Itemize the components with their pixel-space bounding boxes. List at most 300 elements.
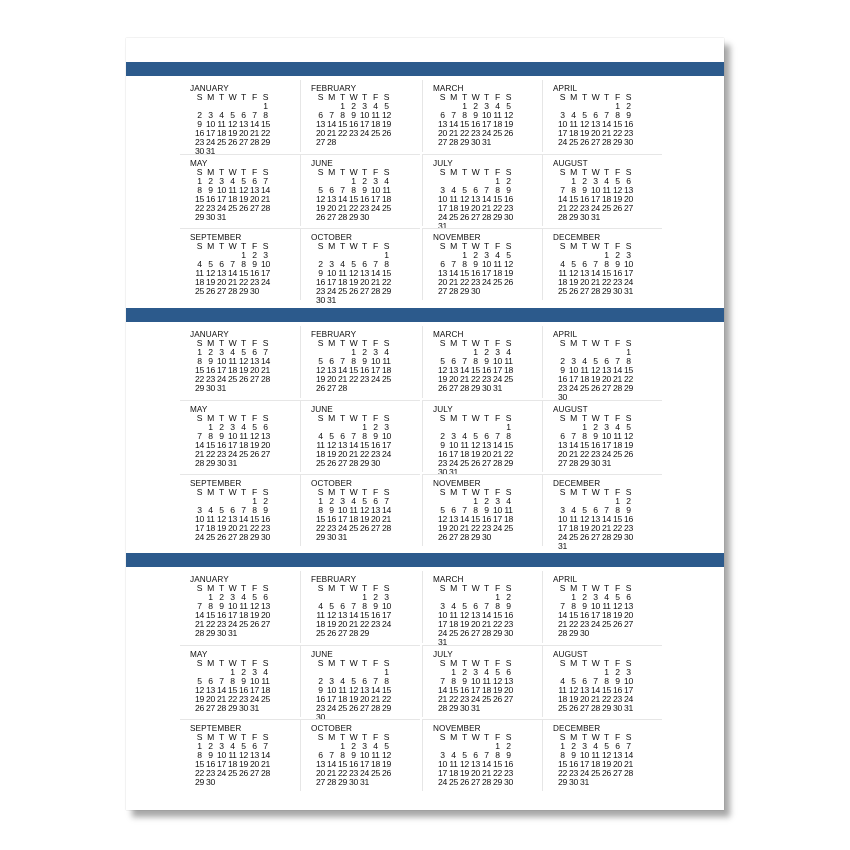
day-number: 25 bbox=[195, 286, 204, 296]
day-number: 10 bbox=[382, 431, 391, 441]
day-number: 28 bbox=[195, 458, 204, 468]
day-number: 16 bbox=[239, 685, 248, 695]
day-number: 23 bbox=[371, 619, 380, 629]
day-number: 24 bbox=[371, 203, 380, 213]
day-number: 13 bbox=[327, 194, 336, 204]
day-number: 5 bbox=[252, 422, 257, 432]
month-july bbox=[422, 154, 542, 231]
day-number: 26 bbox=[613, 203, 622, 213]
day-number: 14 bbox=[382, 505, 391, 515]
weekday-label: M bbox=[328, 338, 335, 348]
day-number: 28 bbox=[338, 212, 347, 222]
day-number: 9 bbox=[208, 750, 213, 760]
day-number: 16 bbox=[217, 440, 226, 450]
weekday-label: T bbox=[241, 658, 246, 668]
day-number: 4 bbox=[571, 505, 576, 515]
day-number: 5 bbox=[495, 667, 500, 677]
day-number: 5 bbox=[241, 176, 246, 186]
day-number: 26 bbox=[327, 458, 336, 468]
weekday-label: M bbox=[207, 241, 214, 251]
day-number: 20 bbox=[504, 685, 513, 695]
day-number: 15 bbox=[602, 268, 611, 278]
month-january bbox=[180, 571, 300, 643]
day-number: 11 bbox=[228, 185, 237, 195]
weekday-label: S bbox=[383, 92, 390, 102]
day-number: 5 bbox=[626, 422, 631, 432]
day-number: 25 bbox=[217, 137, 226, 147]
day-number: 3 bbox=[373, 347, 378, 357]
weekday-label: S bbox=[383, 732, 390, 742]
day-number: 25 bbox=[449, 777, 458, 787]
month-april bbox=[542, 80, 662, 152]
day-number: 29 bbox=[449, 703, 458, 713]
day-number: 21 bbox=[591, 277, 600, 287]
day-number: 28 bbox=[558, 628, 567, 638]
day-number: 17 bbox=[338, 514, 347, 524]
weekday-label: T bbox=[241, 583, 246, 593]
day-number: 25 bbox=[613, 449, 622, 459]
day-number: 5 bbox=[208, 259, 213, 269]
day-number: 1 bbox=[615, 496, 620, 506]
day-number: 3 bbox=[451, 431, 456, 441]
day-number: 22 bbox=[460, 277, 469, 287]
day-number: 16 bbox=[371, 610, 380, 620]
weekday-label: T bbox=[462, 413, 467, 423]
weekday-label: S bbox=[383, 167, 390, 177]
day-number: 7 bbox=[615, 356, 620, 366]
day-number: 3 bbox=[329, 676, 334, 686]
day-number: 24 bbox=[327, 286, 336, 296]
day-number: 29 bbox=[360, 458, 369, 468]
day-number: 3 bbox=[626, 250, 631, 260]
day-number: 14 bbox=[217, 685, 226, 695]
day-number: 18 bbox=[493, 268, 502, 278]
day-number: 2 bbox=[362, 347, 367, 357]
month-may bbox=[180, 154, 300, 226]
weekday-label: T bbox=[484, 658, 489, 668]
day-number: 7 bbox=[495, 431, 500, 441]
day-number: 22 bbox=[624, 374, 633, 384]
day-number: 26 bbox=[239, 374, 248, 384]
day-number: 19 bbox=[228, 128, 237, 138]
day-number: 18 bbox=[602, 610, 611, 620]
day-number: 23 bbox=[217, 449, 226, 459]
day-number: 18 bbox=[613, 440, 622, 450]
day-number: 17 bbox=[195, 523, 204, 533]
day-number: 6 bbox=[219, 259, 224, 269]
weekday-label: M bbox=[570, 92, 577, 102]
day-number: 16 bbox=[195, 128, 204, 138]
day-number: 7 bbox=[462, 356, 467, 366]
day-number: 11 bbox=[460, 440, 469, 450]
weekday-label: W bbox=[228, 241, 237, 251]
day-number: 22 bbox=[569, 619, 578, 629]
month-february bbox=[300, 80, 420, 152]
day-number: 30 bbox=[482, 532, 491, 542]
day-number: 2 bbox=[593, 422, 598, 432]
weekday-label: S bbox=[439, 241, 446, 251]
day-number: 4 bbox=[495, 250, 500, 260]
day-number: 2 bbox=[615, 250, 620, 260]
weekday-label: S bbox=[196, 241, 203, 251]
day-number: 7 bbox=[451, 110, 456, 120]
day-number: 27 bbox=[371, 523, 380, 533]
day-number: 30 bbox=[591, 458, 600, 468]
day-number: 4 bbox=[318, 431, 323, 441]
day-number: 26 bbox=[504, 277, 513, 287]
day-number: 6 bbox=[362, 259, 367, 269]
day-number: 9 bbox=[506, 601, 511, 611]
day-number: 11 bbox=[558, 685, 567, 695]
day-number: 26 bbox=[580, 137, 589, 147]
day-number: 17 bbox=[371, 365, 380, 375]
day-number: 29 bbox=[569, 628, 578, 638]
day-number: 2 bbox=[473, 101, 478, 111]
weekday-label: W bbox=[471, 487, 480, 497]
day-number: 7 bbox=[571, 431, 576, 441]
day-number: 8 bbox=[351, 356, 356, 366]
weekday-label: F bbox=[373, 241, 378, 251]
day-number: 17 bbox=[482, 268, 491, 278]
weekday-label: S bbox=[196, 583, 203, 593]
day-number: 24 bbox=[438, 212, 447, 222]
day-number: 22 bbox=[493, 203, 502, 213]
day-number: 20 bbox=[217, 277, 226, 287]
day-number: 24 bbox=[449, 458, 458, 468]
day-number: 8 bbox=[340, 110, 345, 120]
weekday-label: T bbox=[582, 732, 587, 742]
weekday-label: F bbox=[252, 583, 257, 593]
day-number: 11 bbox=[569, 119, 578, 129]
day-number: 12 bbox=[382, 750, 391, 760]
day-grid bbox=[437, 339, 514, 393]
day-number: 10 bbox=[371, 356, 380, 366]
day-number: 1 bbox=[362, 592, 367, 602]
day-number: 25 bbox=[460, 458, 469, 468]
weekday-label: M bbox=[328, 92, 335, 102]
day-number: 19 bbox=[438, 523, 447, 533]
day-number: 25 bbox=[371, 128, 380, 138]
day-number: 12 bbox=[316, 365, 325, 375]
day-number: 27 bbox=[250, 203, 259, 213]
day-number: 19 bbox=[504, 268, 513, 278]
day-number: 14 bbox=[613, 365, 622, 375]
day-number: 12 bbox=[438, 365, 447, 375]
day-number: 16 bbox=[624, 514, 633, 524]
weekday-label: W bbox=[471, 583, 480, 593]
day-number: 31 bbox=[438, 221, 447, 231]
day-number: 15 bbox=[338, 119, 347, 129]
day-number: 14 bbox=[239, 514, 248, 524]
day-number: 13 bbox=[613, 750, 622, 760]
day-number: 21 bbox=[558, 203, 567, 213]
weekday-label: S bbox=[505, 732, 512, 742]
day-number: 14 bbox=[482, 610, 491, 620]
weekday-label: M bbox=[328, 167, 335, 177]
day-number: 9 bbox=[473, 259, 478, 269]
day-number: 30 bbox=[349, 777, 358, 787]
day-number: 21 bbox=[569, 449, 578, 459]
day-number: 18 bbox=[580, 374, 589, 384]
day-number: 31 bbox=[217, 212, 226, 222]
day-number: 21 bbox=[195, 449, 204, 459]
day-number: 21 bbox=[460, 523, 469, 533]
day-number: 10 bbox=[438, 759, 447, 769]
day-number: 19 bbox=[382, 119, 391, 129]
day-number: 6 bbox=[484, 431, 489, 441]
day-number: 20 bbox=[471, 768, 480, 778]
day-number: 5 bbox=[462, 601, 467, 611]
day-number: 5 bbox=[318, 356, 323, 366]
weekday-label: M bbox=[328, 658, 335, 668]
day-number: 4 bbox=[593, 741, 598, 751]
day-number: 28 bbox=[624, 768, 633, 778]
day-number: 20 bbox=[338, 449, 347, 459]
day-number: 15 bbox=[613, 514, 622, 524]
day-number: 14 bbox=[460, 365, 469, 375]
month-name: MAY bbox=[190, 159, 208, 168]
day-number: 31 bbox=[624, 286, 633, 296]
weekday-label: W bbox=[591, 658, 600, 668]
day-number: 24 bbox=[206, 137, 215, 147]
day-number: 18 bbox=[371, 119, 380, 129]
day-number: 1 bbox=[506, 422, 511, 432]
day-number: 17 bbox=[382, 440, 391, 450]
day-number: 26 bbox=[239, 203, 248, 213]
month-june bbox=[300, 400, 420, 472]
day-number: 27 bbox=[217, 286, 226, 296]
day-number: 27 bbox=[602, 383, 611, 393]
month-name: APRIL bbox=[553, 84, 578, 93]
day-number: 8 bbox=[362, 601, 367, 611]
day-number: 31 bbox=[591, 212, 600, 222]
day-number: 18 bbox=[206, 523, 215, 533]
day-number: 10 bbox=[624, 676, 633, 686]
day-number: 20 bbox=[338, 619, 347, 629]
day-number: 7 bbox=[462, 505, 467, 515]
day-number: 1 bbox=[208, 422, 213, 432]
day-number: 12 bbox=[504, 110, 513, 120]
day-number: 24 bbox=[493, 523, 502, 533]
weekday-label: T bbox=[241, 167, 246, 177]
day-number: 2 bbox=[462, 667, 467, 677]
day-number: 8 bbox=[263, 110, 268, 120]
day-number: 26 bbox=[493, 694, 502, 704]
day-number: 19 bbox=[382, 759, 391, 769]
day-number: 29 bbox=[471, 383, 480, 393]
day-number: 9 bbox=[626, 505, 631, 515]
day-number: 6 bbox=[615, 741, 620, 751]
day-number: 9 bbox=[582, 185, 587, 195]
day-number: 14 bbox=[327, 119, 336, 129]
day-number: 4 bbox=[462, 431, 467, 441]
day-number: 6 bbox=[318, 750, 323, 760]
weekday-label: T bbox=[362, 487, 367, 497]
day-number: 19 bbox=[569, 277, 578, 287]
month-name: MAY bbox=[190, 405, 208, 414]
day-number: 30 bbox=[360, 212, 369, 222]
weekday-label: T bbox=[462, 241, 467, 251]
day-number: 21 bbox=[261, 759, 270, 769]
month-april bbox=[542, 571, 662, 643]
day-number: 14 bbox=[349, 440, 358, 450]
day-number: 27 bbox=[261, 619, 270, 629]
day-number: 22 bbox=[382, 694, 391, 704]
day-number: 1 bbox=[252, 496, 257, 506]
day-number: 22 bbox=[349, 374, 358, 384]
day-grid bbox=[315, 339, 392, 393]
day-number: 12 bbox=[580, 514, 589, 524]
day-number: 9 bbox=[440, 440, 445, 450]
day-number: 23 bbox=[316, 703, 325, 713]
day-number: 5 bbox=[384, 741, 389, 751]
weekday-label: F bbox=[252, 487, 257, 497]
day-number: 12 bbox=[217, 514, 226, 524]
month-november bbox=[422, 228, 542, 300]
day-number: 7 bbox=[340, 356, 345, 366]
weekday-label: S bbox=[383, 413, 390, 423]
day-number: 6 bbox=[582, 259, 587, 269]
day-number: 24 bbox=[250, 694, 259, 704]
day-number: 15 bbox=[206, 610, 215, 620]
month-grid bbox=[180, 80, 664, 305]
day-grid bbox=[194, 659, 271, 713]
weekday-label: S bbox=[559, 583, 566, 593]
day-number: 4 bbox=[263, 667, 268, 677]
day-number: 11 bbox=[493, 110, 502, 120]
day-number: 21 bbox=[250, 128, 259, 138]
weekday-label: S bbox=[625, 583, 632, 593]
month-name: SEPTEMBER bbox=[190, 233, 242, 242]
day-number: 5 bbox=[318, 185, 323, 195]
weekday-label: S bbox=[559, 92, 566, 102]
day-number: 1 bbox=[571, 176, 576, 186]
day-number: 28 bbox=[195, 628, 204, 638]
day-number: 1 bbox=[263, 101, 268, 111]
day-number: 2 bbox=[329, 496, 334, 506]
day-number: 17 bbox=[591, 610, 600, 620]
day-number: 8 bbox=[473, 356, 478, 366]
day-number: 11 bbox=[206, 514, 215, 524]
day-number: 16 bbox=[504, 610, 513, 620]
day-number: 17 bbox=[449, 449, 458, 459]
day-number: 14 bbox=[250, 119, 259, 129]
weekday-label: S bbox=[505, 487, 512, 497]
day-grid bbox=[437, 733, 514, 787]
day-number: 8 bbox=[495, 750, 500, 760]
day-number: 13 bbox=[558, 440, 567, 450]
day-number: 11 bbox=[239, 601, 248, 611]
day-number: 23 bbox=[471, 277, 480, 287]
day-number: 8 bbox=[560, 750, 565, 760]
weekday-label: F bbox=[495, 732, 500, 742]
day-number: 24 bbox=[591, 619, 600, 629]
day-number: 27 bbox=[624, 619, 633, 629]
day-number: 18 bbox=[239, 440, 248, 450]
day-number: 20 bbox=[327, 374, 336, 384]
day-grid bbox=[194, 339, 271, 393]
day-number: 27 bbox=[239, 137, 248, 147]
day-number: 15 bbox=[569, 610, 578, 620]
day-number: 21 bbox=[338, 203, 347, 213]
day-number: 31 bbox=[338, 532, 347, 542]
day-number: 21 bbox=[624, 759, 633, 769]
day-number: 16 bbox=[471, 119, 480, 129]
day-number: 18 bbox=[460, 449, 469, 459]
day-grid bbox=[194, 414, 271, 468]
day-number: 18 bbox=[316, 449, 325, 459]
day-number: 13 bbox=[316, 759, 325, 769]
weekday-label: S bbox=[262, 583, 269, 593]
day-number: 30 bbox=[316, 295, 325, 305]
weekday-label: F bbox=[495, 583, 500, 593]
day-number: 30 bbox=[558, 392, 567, 402]
day-number: 23 bbox=[580, 203, 589, 213]
day-number: 24 bbox=[602, 449, 611, 459]
day-number: 29 bbox=[338, 777, 347, 787]
day-number: 31 bbox=[580, 777, 589, 787]
weekday-label: S bbox=[439, 413, 446, 423]
day-number: 20 bbox=[471, 619, 480, 629]
day-number: 1 bbox=[351, 347, 356, 357]
day-number: 24 bbox=[624, 694, 633, 704]
day-number: 7 bbox=[560, 601, 565, 611]
month-july bbox=[422, 400, 542, 477]
weekday-label: W bbox=[349, 487, 358, 497]
day-number: 13 bbox=[228, 514, 237, 524]
day-number: 1 bbox=[473, 347, 478, 357]
day-number: 17 bbox=[482, 119, 491, 129]
day-number: 21 bbox=[371, 277, 380, 287]
day-number: 5 bbox=[462, 750, 467, 760]
day-number: 1 bbox=[362, 422, 367, 432]
day-number: 2 bbox=[219, 592, 224, 602]
weekday-label: W bbox=[591, 487, 600, 497]
day-number: 21 bbox=[613, 374, 622, 384]
day-number: 14 bbox=[602, 514, 611, 524]
day-number: 8 bbox=[495, 185, 500, 195]
day-number: 10 bbox=[261, 259, 270, 269]
day-grid bbox=[437, 488, 514, 542]
day-number: 15 bbox=[580, 440, 589, 450]
day-number: 2 bbox=[208, 347, 213, 357]
day-number: 5 bbox=[351, 676, 356, 686]
day-number: 30 bbox=[206, 212, 215, 222]
day-number: 22 bbox=[228, 694, 237, 704]
day-number: 10 bbox=[360, 750, 369, 760]
weekday-label: M bbox=[570, 487, 577, 497]
day-number: 28 bbox=[217, 703, 226, 713]
day-number: 18 bbox=[449, 768, 458, 778]
month-october bbox=[300, 719, 420, 791]
day-number: 8 bbox=[604, 259, 609, 269]
day-number: 17 bbox=[250, 685, 259, 695]
day-number: 15 bbox=[569, 194, 578, 204]
day-number: 2 bbox=[208, 741, 213, 751]
day-number: 30 bbox=[624, 532, 633, 542]
day-number: 28 bbox=[591, 703, 600, 713]
day-number: 24 bbox=[217, 768, 226, 778]
day-number: 16 bbox=[613, 268, 622, 278]
day-number: 26 bbox=[580, 532, 589, 542]
day-number: 16 bbox=[569, 759, 578, 769]
day-number: 3 bbox=[362, 741, 367, 751]
day-number: 7 bbox=[329, 110, 334, 120]
day-number: 23 bbox=[580, 619, 589, 629]
weekday-label: T bbox=[484, 167, 489, 177]
day-number: 4 bbox=[351, 496, 356, 506]
day-number: 16 bbox=[504, 759, 513, 769]
